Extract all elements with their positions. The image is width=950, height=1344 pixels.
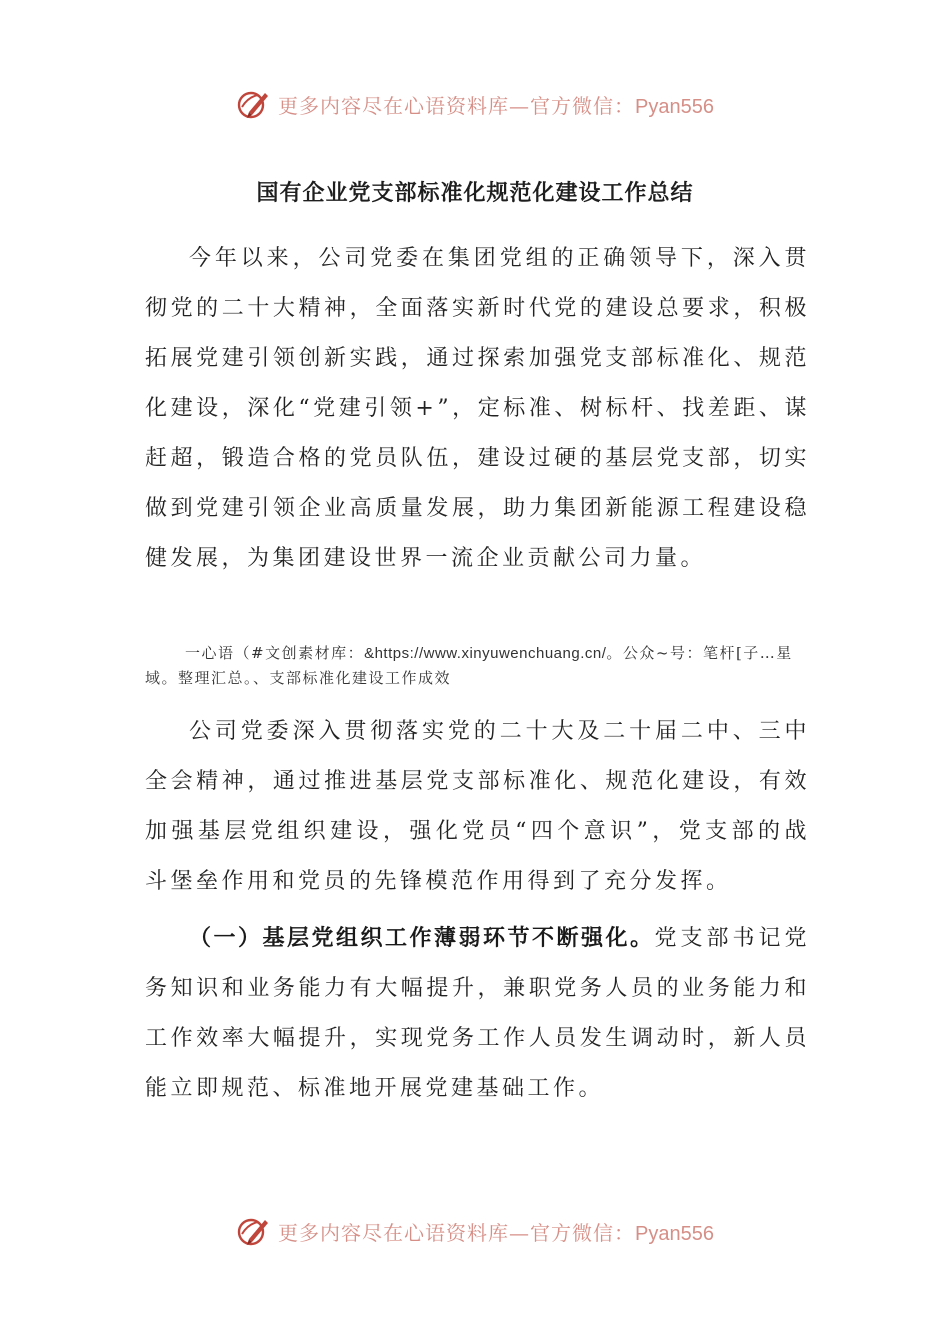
section-1-paragraph — [145, 914, 810, 1114]
document-title: 国有企业党支部标准化规范化建设工作总结 — [256, 181, 694, 206]
pen-logo-icon — [236, 87, 270, 121]
pen-logo-icon — [236, 1214, 270, 1248]
summary-paragraph: 公司党委深入贯彻落实党的二十大及二十届二中、三中全会精神，通过推进基层党支部标准化、规范化建设，有效加强基层党组织建设，强化党员“四个意识”，党支部的战斗堡垒作用和党员的先锋模范作用得到了充分发挥。 — [145, 719, 810, 894]
watermark-text: 更多内容尽在心语资料库—官方微信：Pyan556 — [278, 93, 714, 118]
source-url: &https://www.xinyuwenchuang.cn/ — [364, 645, 607, 662]
section-1-heading: （一）基层党组织工作薄弱环节不断强化。 — [189, 926, 655, 951]
source-note: 一心语（#文创素材库：&https://www.xinyuwenchuang.cn/。公众~号：笔杆[子…星域。整理汇总。、支部标准化建设工作成效 — [145, 644, 793, 687]
section-1-body: 党支部书记党务知识和业务能力有大幅提升，兼职党务人员的业务能力和工作效率大幅提升，实现党务工作人员发生调动时，新人员能立即规范、标准地开展党建基础工作。 — [145, 926, 810, 1101]
watermark-text: 更多内容尽在心语资料库—官方微信：Pyan556 — [278, 1220, 714, 1245]
watermark-header — [0, 86, 950, 122]
intro-paragraph: 今年以来，公司党委在集团党组的正确领导下，深入贯彻党的二十大精神，全面落实新时代党的建设总要求，积极拓展党建引领创新实践，通过探索加强党支部标准化、规范化建设，深化“党建引领+”，定标准、树标杆、找差距、谋赶超，锻造合格的党员队伍，建设过硬的基层党支部，切实做到党建引领企业高质量发展，助力集团新能源工程建设稳健发展，为集团建设世界一流企业贡献公司力量。 — [145, 246, 810, 571]
watermark-footer — [0, 1213, 950, 1249]
